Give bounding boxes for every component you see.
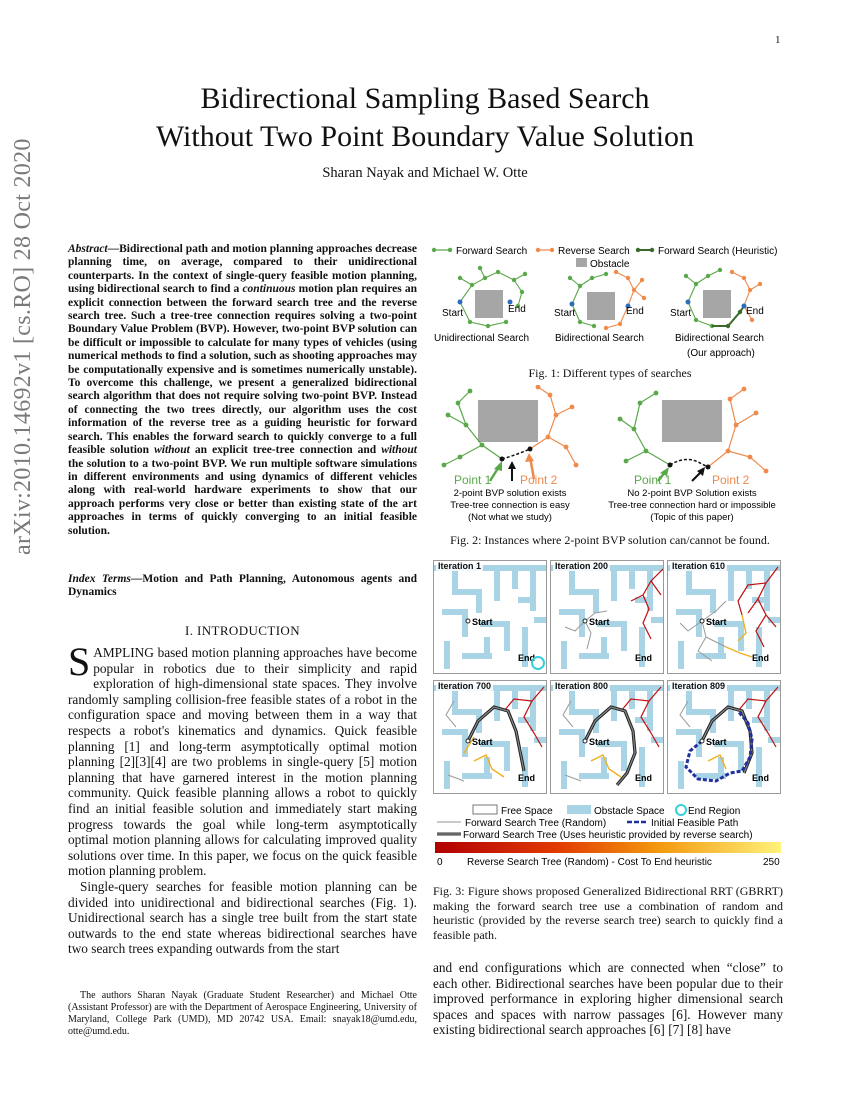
fig1-legend-forward: Forward Search xyxy=(456,246,528,257)
maze-wall xyxy=(504,621,510,651)
start-label: Start xyxy=(706,617,727,627)
drop-cap: S xyxy=(68,639,91,684)
start-marker xyxy=(700,739,704,743)
fig1-legend-heuristic: Forward Search (Heuristic) xyxy=(658,246,778,257)
maze-wall xyxy=(746,685,752,709)
fig3-panel-3 xyxy=(667,560,781,674)
start-label: Start xyxy=(589,737,610,747)
fig1-start-3: Start xyxy=(670,308,692,319)
fig3-panel-1-label: Iteration 1 xyxy=(438,561,482,571)
maze-wall xyxy=(534,737,546,743)
fig3-colorbar-max: 250 xyxy=(763,857,780,868)
fig1-label-ours-2: (Our approach) xyxy=(687,348,755,359)
fig2-right-line1: No 2-point BVP Solution exists xyxy=(627,488,757,499)
end-label: End xyxy=(518,653,535,663)
fig2-point1-right: Point 1 xyxy=(634,473,672,487)
fig2-right-line2: Tree-tree connection hard or impossible xyxy=(608,500,776,511)
start-marker xyxy=(583,619,587,623)
authors: Sharan Nayak and Michael W. Otte xyxy=(322,165,528,181)
fig1-legend-reverse: Reverse Search xyxy=(558,246,630,257)
start-label: Start xyxy=(472,737,493,747)
maze-wall xyxy=(718,757,724,777)
maze-wall xyxy=(601,757,607,777)
maze-wall xyxy=(728,571,734,601)
figure-2 xyxy=(430,385,795,525)
intro-paragraph-1: AMPLING based motion planning approaches have become popular in robotics due to their simplicity and rapid exploration of high-dimensional state spaces. They involve randomly sampling collision-free feasible states of a robot in the configuration space and moving between them in a way that respects a robot's kinematics and dynamics. Quick feasible planning [1] and long-term asymptotically optimal motion planning [2][3][4] are two problems in single-query [5] motion planning that have garnered interest in the motion planning community. Quick feasible planning allows a robot to quickly find an initial feasible solution and immediately start making progress towards the goal while long-term asymptotically optimal motion planning allows for calculating improved quality solutions over time. In this paper, we focus on the quick feasible motion planning problem. xyxy=(68,645,417,879)
fig3-colorbar-label: Reverse Search Tree (Random) - Cost To End heuristic xyxy=(467,857,712,868)
title-line-2: Without Two Point Boundary Value Solution xyxy=(155,120,695,153)
index-terms xyxy=(68,573,417,600)
fig1-end-1: End xyxy=(508,304,526,315)
maze-wall xyxy=(651,617,663,623)
maze-wall xyxy=(476,589,482,613)
fig3-panel-5-label: Iteration 800 xyxy=(555,681,609,691)
fig1-legend-obstacle: Obstacle xyxy=(590,259,630,270)
maze-wall xyxy=(718,637,724,657)
fig3-legend-free: Free Space xyxy=(501,806,553,817)
index-terms-label: Index Terms xyxy=(68,573,131,585)
end-label: End xyxy=(635,653,652,663)
figure-2-caption: Fig. 2: Instances where 2-point BVP solution can/cannot be found. xyxy=(450,533,770,547)
maze-wall xyxy=(629,685,635,709)
fig3-panel-6-label: Iteration 809 xyxy=(672,681,726,691)
maze-wall xyxy=(530,571,536,611)
page-number: 1 xyxy=(775,34,781,46)
end-region-marker xyxy=(532,657,544,669)
fig2-point2-left: Point 2 xyxy=(520,473,558,487)
abstract-text-1: —Bidirectional path and motion planning approaches decrease planning time, on average, compared to their unidirectional counterparts. In the context of single-query feasible motion planning, using bidirectional search to find a xyxy=(68,243,417,296)
abstract-emph-without-2: without xyxy=(381,444,417,457)
fig1-label-unidirectional: Unidirectional Search xyxy=(434,333,530,344)
right-column-body: and end configurations which are connected when “close” to each other. Bidirectional searches have been popular due to their improved performance in exploring higher dimensional search spaces and spaces with narrow passages [6]. However many existing bidirectional search approaches [6] [7] [8] have xyxy=(433,960,783,1038)
maze-wall xyxy=(561,641,567,669)
end-label: End xyxy=(752,773,769,783)
fig1-bidirectional xyxy=(554,270,646,344)
fig1-label-bidirectional: Bidirectional Search xyxy=(555,333,644,344)
intro-paragraph-2: Single-query searches for feasible motion planning can be divided into unidirectional and bidirectional searches (Fig. 1). Unidirectional search has a single tree built from the start state outwards to the end state whereas bidirectional searches have two search trees expanding outwards from the start xyxy=(68,878,417,957)
maze-wall xyxy=(601,637,607,657)
maze-wall xyxy=(621,621,627,651)
maze-wall xyxy=(764,571,770,611)
title-line-1: Bidirectional Sampling Based Search xyxy=(200,82,650,115)
figure-3-caption: Fig. 3: Figure shows proposed Generalized Bidirectional RRT (GBRRT) making the forward search tree use a combination of random and heuristic (provided by the reverse search tree) search to quickly find a feasible path. xyxy=(433,884,783,942)
paper-title xyxy=(0,80,850,156)
start-label: Start xyxy=(589,617,610,627)
abstract-text-3: an explicit tree-tree connection and xyxy=(189,444,382,457)
fig2-point2-right: Point 2 xyxy=(712,473,750,487)
maze-wall xyxy=(593,589,599,613)
abstract-label: Abstract xyxy=(68,243,108,255)
fig3-legend-heuristic: Forward Search Tree (Uses heuristic provided by reverse search) xyxy=(463,830,753,841)
maze-wall xyxy=(768,737,780,743)
fig3-panel-2 xyxy=(550,560,664,674)
figure-3-grid xyxy=(433,560,785,800)
maze-wall xyxy=(678,761,684,789)
arxiv-id: arXiv:2010.14692v1 [cs.RO] 28 Oct 2020 xyxy=(10,138,36,555)
fig1-start-1: Start xyxy=(442,308,464,319)
fig3-legend-initial: Initial Feasible Path xyxy=(651,818,739,829)
start-marker xyxy=(466,739,470,743)
fig1-ours xyxy=(670,268,764,359)
fig1-unidirectional xyxy=(434,266,529,344)
maze-wall xyxy=(484,637,490,657)
fig3-colorbar xyxy=(435,842,781,853)
introduction-body xyxy=(68,639,417,957)
abstract xyxy=(68,243,417,538)
section-heading-introduction: I. INTRODUCTION xyxy=(184,623,301,638)
figure-3-legend xyxy=(433,802,785,872)
abstract-emph-without-1: without xyxy=(154,444,190,457)
maze-wall xyxy=(494,571,500,601)
end-label: End xyxy=(752,653,769,663)
abstract-text-4: the solution to a two-point BVP. We run multiple software simulations in different environments and using dynamics of different vehicles along with real-world hardware experiments to show that our approach performs very close or better than existing state of the art approaches in terms of quickly converging to an initial feasible solution. xyxy=(68,457,417,537)
end-label: End xyxy=(518,773,535,783)
fig2-right-line3: (Topic of this paper) xyxy=(650,512,734,523)
fig1-obstacle-swatch xyxy=(576,258,587,267)
maze-wall xyxy=(534,617,546,623)
fig1-start-2: Start xyxy=(554,308,576,319)
maze-wall xyxy=(512,685,518,709)
fig3-panel-4-label: Iteration 700 xyxy=(438,681,492,691)
start-label: Start xyxy=(706,737,727,747)
fig1-end-3: End xyxy=(746,306,764,317)
end-label: End xyxy=(635,773,652,783)
maze-wall xyxy=(444,641,450,669)
maze-wall xyxy=(484,757,490,777)
fig3-legend-end: End Region xyxy=(688,806,741,817)
maze-wall xyxy=(518,597,532,603)
fig3-colorbar-min: 0 xyxy=(437,857,443,868)
fig2-point1-left: Point 1 xyxy=(454,473,492,487)
abstract-emph-continuous: continuous xyxy=(242,283,296,296)
maze-wall xyxy=(629,565,635,589)
abstract-text-2: motion plan requires an explicit connection between the forward search tree and the reverse search tree. Such a tree-tree connection requires solving a two-point Boundary Value Problem (BVP). However, two-point BVP solution can be difficult or impossible to calculate for many types of vehicles (using numerical methods to find a solution, such as shooting approaches may be computationally expensive and is sometimes numerically unstable). To overcome this challenge, we present a generalized bidirectional search algorithm that does not require solving two-point BVP. Instead of connecting the two trees directly, our algorithm uses the cost information of the reverse tree as a guiding heuristic for forward search. This enables the forward search to quickly converge to a full feasible solution xyxy=(68,283,417,457)
start-marker xyxy=(583,739,587,743)
fig2-left-line2: Tree-tree connection is easy xyxy=(450,500,570,511)
figure-1 xyxy=(430,240,795,365)
maze-wall xyxy=(651,737,663,743)
start-marker xyxy=(466,619,470,623)
index-terms-text: —Motion and Path Planning, Autonomous agents and Dynamics xyxy=(68,573,417,599)
author-footnote: The authors Sharan Nayak (Graduate Student Researcher) and Michael Otte (Assistant Professor) are with the Department of Aerospace Engineering, University of Maryland, College Park (UMD), MD 20742 USA. Email: snayak18@umd.edu, otte@umd.edu. xyxy=(68,990,417,1037)
figure-1-caption: Fig. 1: Different types of searches xyxy=(528,366,692,380)
fig3-panel-3-label: Iteration 610 xyxy=(672,561,726,571)
maze-wall xyxy=(611,571,617,601)
fig3-panel-4 xyxy=(433,680,547,794)
fig3-panel-1 xyxy=(433,560,547,674)
start-label: Start xyxy=(472,617,493,627)
maze-wall xyxy=(678,641,684,669)
maze-wall xyxy=(621,741,627,771)
fig3-panel-5 xyxy=(550,680,664,794)
fig2-left-line3: (Not what we study) xyxy=(468,512,552,523)
maze-wall xyxy=(504,741,510,771)
maze-wall xyxy=(710,589,716,613)
fig3-legend-forward: Forward Search Tree (Random) xyxy=(465,818,607,829)
maze-wall xyxy=(512,565,518,589)
fig1-end-2: End xyxy=(626,306,644,317)
fig3-panel-2-label: Iteration 200 xyxy=(555,561,609,571)
fig1-label-ours-1: Bidirectional Search xyxy=(675,333,764,344)
fig2-left-line1: 2-point BVP solution exists xyxy=(453,488,567,499)
fig3-legend-obstacle: Obstacle Space xyxy=(594,806,665,817)
fig3-panel-6 xyxy=(667,680,781,794)
start-marker xyxy=(700,619,704,623)
